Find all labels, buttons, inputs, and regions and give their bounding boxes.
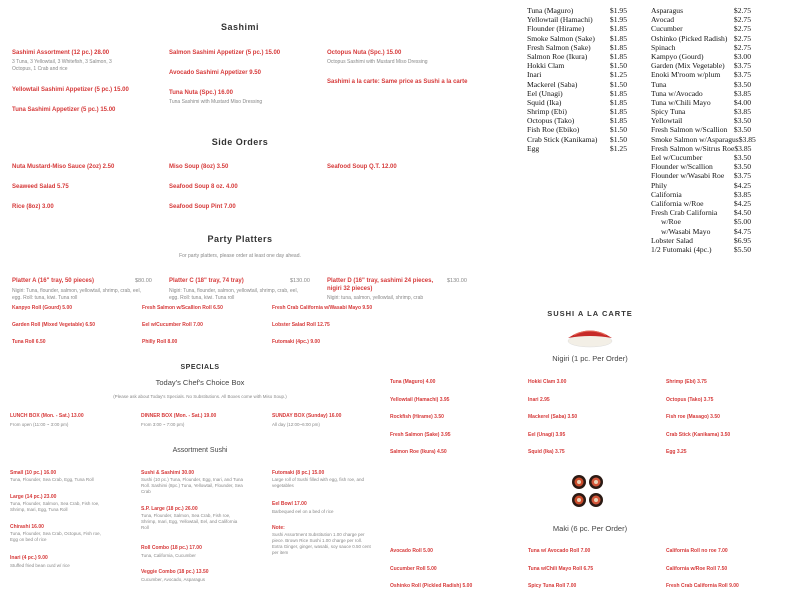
nigiri-item: Crab Stick (Kanikama) 3.50 <box>666 432 731 438</box>
price-row <box>651 199 751 208</box>
price-row <box>527 107 627 116</box>
price-item-name: Salmon Roe (Ikura) <box>527 51 588 61</box>
side-orders-title: Side Orders <box>211 137 269 147</box>
price-row <box>527 6 627 15</box>
price-row <box>651 181 751 190</box>
price-item-price: $3.50 <box>733 79 751 89</box>
price-item-name: Eel (Unagi) <box>527 88 563 98</box>
price-item-name: Fresh Salmon w/Sitrus Roe <box>651 143 735 153</box>
maki-image <box>570 473 606 511</box>
assort-roll-combo: Roll Combo (18 pc.) 17.00 <box>141 545 202 551</box>
side-item: Miso Soup (8oz) 3.50 <box>169 164 229 170</box>
side-item: Rice (8oz) 3.00 <box>12 204 54 210</box>
price-item-name: w/Roe <box>661 217 681 227</box>
assort-large: Large (14 pc.) 23.00 <box>10 494 57 500</box>
assort-eel-bowl: Eel Bowl 17.00 <box>272 501 307 507</box>
price-item-name: Oshinko (Picked Radish) <box>651 33 728 43</box>
price-row <box>651 43 751 52</box>
price-item-price: $5.50 <box>733 244 751 254</box>
assort-veggie: Veggie Combo (18 pc.) 13.50 <box>141 569 209 575</box>
price-row <box>651 61 751 70</box>
price-row <box>527 144 627 153</box>
party-roll: Kanpyo Roll (Gourd) 5.00 <box>12 305 73 311</box>
price-item-price: $1.95 <box>609 15 627 25</box>
maki-item: California w/Roe Roll 7.50 <box>666 566 728 572</box>
price-row <box>527 52 627 61</box>
maki-subtitle: Maki (6 pc. Per Order) <box>552 524 628 533</box>
maki-item: Oshinko Roll (Pickled Radish) 5.00 <box>390 583 473 589</box>
price-item-price: $2.75 <box>733 42 751 52</box>
price-item-name: Kampyo (Gourd) <box>651 51 704 61</box>
price-row <box>651 153 751 162</box>
price-row <box>651 236 751 245</box>
specials-subtitle: Today's Chef's Choice Box <box>155 378 245 387</box>
price-item-price: $1.25 <box>609 70 627 80</box>
party-roll: Fresh Salmon w/Scallion Roll 6.50 <box>142 305 223 311</box>
price-item-price: $1.85 <box>609 97 627 107</box>
sashimi-alacarte: Sashimi a la carte: Same price as Sushi a la carte <box>327 79 468 85</box>
assort-note-label: Note: <box>272 525 285 531</box>
price-row <box>527 24 627 33</box>
assort-small-desc: Tuna, Flounder, Sea Crab, Egg, Tuna Roll <box>10 477 94 482</box>
price-row <box>527 89 627 98</box>
price-item-price: $3.85 <box>738 134 756 144</box>
assort-combo-desc: Sushi (10 pc.) Tuna, Flounder, Egg, Inari, and Tuna Roll. Sashimi (8pc.) Tuna, Yellowtail, Flounder, Sea Crab <box>141 477 244 494</box>
side-item: Seafood Soup Pint 7.00 <box>169 204 236 210</box>
maki-item: Tuna w/ Avocado Roll 7.00 <box>528 548 591 554</box>
price-item-name: Tuna w/Chili Mayo <box>651 97 711 107</box>
assortment-title: Assortment Sushi <box>172 447 228 454</box>
price-item-price: $3.50 <box>733 162 751 172</box>
octopus-nuta: Octopus Nuta (Spc.) 15.00 <box>327 50 402 56</box>
assort-splarge-desc: Tuna, Flounder, Salmon, Sea Crab, Fish roe, Shrimp, Inari, Egg, Yellowtail, Eel, and California Roll <box>141 513 238 530</box>
price-row <box>651 116 751 125</box>
specials-title: SPECIALS <box>180 364 220 371</box>
assort-small: Small (10 pc.) 16.00 <box>10 470 57 476</box>
sunday-box-desc: All day (12:00~6:00 pm) <box>272 422 320 427</box>
price-row <box>651 89 751 98</box>
nigiri-item: Eel (Unagi) 3.95 <box>528 432 566 438</box>
price-row <box>527 125 627 134</box>
price-item-price: $3.75 <box>733 61 751 71</box>
price-item-price: $1.85 <box>609 24 627 34</box>
price-row <box>651 217 751 226</box>
price-item-name: Garden (Mix Vegetable) <box>651 61 725 71</box>
platter-d-desc: Nigiri: tuna, salmon, yellowtail, shrimp, crab <box>327 295 424 301</box>
price-item-name: Tuna (Maguro) <box>527 6 574 15</box>
sashimi-assortment: Sashimi Assortment (12 pc.) 28.00 <box>12 50 110 56</box>
assort-chirashi-desc: Tuna, Flounder, Sea Crab, Octopus, Fish roe, Egg on bed of rice <box>10 531 101 542</box>
nigiri-image <box>562 321 618 349</box>
price-item-name: Fresh Crab California <box>651 208 718 218</box>
price-item-price: $4.25 <box>733 180 751 190</box>
maki-item: Spicy Tuna Roll 7.00 <box>528 583 577 589</box>
side-item: Seafood Soup Q.T. 12.00 <box>327 164 397 170</box>
salmon-sashimi: Salmon Sashimi Appetizer (5 pc.) 15.00 <box>169 50 281 56</box>
price-row <box>651 24 751 33</box>
platter-d-price: $130.00 <box>447 278 467 284</box>
sashimi-assortment-desc: 3 Tuna, 3 Yellowtail, 3 Whitefish, 3 Salmon, 3 Octopus, 1 Crab and rice <box>12 59 112 72</box>
price-item-name: Tuna <box>651 79 667 89</box>
side-item: Seafood Soup 8 oz. 4.00 <box>169 184 238 190</box>
price-row <box>651 134 756 144</box>
price-item-name: Egg <box>527 143 540 153</box>
nigiri-item: Egg 3.25 <box>666 449 687 455</box>
assort-chirashi: Chirashi 16.00 <box>10 524 44 530</box>
nigiri-item: Fresh Salmon (Sake) 3.95 <box>390 432 451 438</box>
price-item-price: $2.75 <box>733 15 751 25</box>
assort-large-desc: Tuna, Flounder, Salmon, Sea Crab, Fish roe, Shrimp, Inari, Egg, Tuna Roll <box>10 501 100 512</box>
price-item-price: $1.85 <box>609 42 627 52</box>
platter-a-desc: Nigiri: Tuna, flounder, salmon, yellowtail, shrimp, crab, eel, egg. Roll: tuna, kiwi. Tuna roll <box>12 288 141 300</box>
sashimi-title: Sashimi <box>220 22 259 32</box>
price-item-price: $1.95 <box>609 6 627 15</box>
price-item-price: $3.75 <box>733 171 751 181</box>
price-item-name: Smoke Salmon w/Asparagus <box>651 134 739 144</box>
nigiri-item: Octopus (Tako) 3.75 <box>666 397 714 403</box>
price-item-price: $2.75 <box>733 6 751 15</box>
platter-d: Platter D (16" tray, sashimi 24 pieces, nigiri 32 pieces) <box>327 278 434 292</box>
platter-a: Platter A (16" tray, 50 pieces) <box>12 278 94 284</box>
price-item-price: $1.85 <box>609 116 627 126</box>
dinner-box: DINNER BOX (Mon. - Sat.) 19.00 <box>141 413 217 419</box>
platter-c-price: $130.00 <box>290 278 310 284</box>
platter-c-desc: Nigiri: Tuna, flounder, salmon, yellowtail, shrimp, crab, eel, egg. Roll: tuna, kiwi. Tuna roll <box>169 288 298 300</box>
price-item-price: $2.75 <box>733 33 751 43</box>
price-row <box>651 144 751 153</box>
price-item-name: California w/Roe <box>651 198 704 208</box>
price-item-name: Inari <box>527 70 542 80</box>
price-row <box>651 34 751 43</box>
assort-roll-combo-desc: Tuna, California, Cucumber <box>141 553 196 558</box>
price-item-name: Flounder (Hirame) <box>527 24 585 34</box>
price-item-price: $3.85 <box>733 189 751 199</box>
price-row <box>527 98 627 107</box>
price-item-price: $3.85 <box>733 88 751 98</box>
nigiri-item: Mackerel (Saba) 3.50 <box>528 414 578 420</box>
price-item-price: $4.75 <box>733 226 751 236</box>
price-row <box>527 70 627 79</box>
price-item-name: Flounder w/Wasabi Roe <box>651 171 725 181</box>
price-item-name: Asparagus <box>651 6 684 15</box>
price-row <box>651 6 751 15</box>
price-item-name: w/Wasabi Mayo <box>661 226 711 236</box>
price-item-name: California <box>651 189 682 199</box>
price-item-name: Shrimp (Ebi) <box>527 107 567 117</box>
nigiri-item: Shrimp (Ebi) 3.75 <box>666 379 707 385</box>
party-roll: Tuna Roll 6.50 <box>12 339 46 345</box>
price-item-name: Lobster Salad <box>651 235 693 245</box>
assort-futomaki-desc: Large roll of Sushi filled with egg, fish roe, and vegetables <box>272 477 365 488</box>
price-row <box>527 34 627 43</box>
lunch-box: LUNCH BOX (Mon. - Sat.) 13.00 <box>10 413 84 419</box>
assort-splarge: S.P. Large (18 pc.) 26.00 <box>141 506 198 512</box>
assort-inari-desc: Stuffed fried bean curd w/ rice <box>10 563 70 568</box>
price-item-price: $1.50 <box>609 125 627 135</box>
price-item-price: $3.50 <box>733 153 751 162</box>
party-roll: Fresh Crab California w/Wasabi Mayo 9.50 <box>272 305 373 311</box>
price-item-name: Fresh Salmon w/Scallion <box>651 125 728 135</box>
lunch-box-desc: From open (11:00 ~ 3:00 pm) <box>10 422 69 427</box>
price-row <box>527 43 627 52</box>
price-row <box>651 98 751 107</box>
price-item-price: $3.75 <box>733 70 751 80</box>
price-item-name: Fresh Salmon (Sake) <box>527 42 591 52</box>
price-row <box>651 70 751 79</box>
dinner-box-desc: From 3:00 ~ 7:00 pm) <box>141 422 185 427</box>
price-item-price: $1.50 <box>609 61 627 71</box>
party-roll: Garden Roll (Mixed Vegetable) 6.50 <box>12 322 96 328</box>
price-item-price: $2.75 <box>733 24 751 34</box>
party-roll: Philly Roll 8.00 <box>142 339 178 345</box>
party-roll: Eel w/Cucumber Roll 7.00 <box>142 322 203 328</box>
price-item-name: Fish Roe (Ebiko) <box>527 125 580 135</box>
maki-item: Tuna w/Chili Mayo Roll 6.75 <box>528 566 594 572</box>
price-item-name: Cucumber <box>651 24 683 34</box>
price-row <box>651 227 751 236</box>
price-item-name: Flounder w/Scallion <box>651 162 713 172</box>
price-list-1 <box>527 6 627 153</box>
tuna-sashimi: Tuna Sashimi Appetizer (5 pc.) 15.00 <box>12 107 116 113</box>
specials-note: (Please ask about Today's Specials. No Substitutions. All Boxes come with Miso Soup.) <box>113 394 287 399</box>
assort-veggie-desc: Cucumber, Avocado, Asparagus <box>141 577 205 582</box>
party-roll: Futomaki (4pc.) 9.00 <box>272 339 321 345</box>
price-row <box>651 245 751 254</box>
price-row <box>651 80 751 89</box>
nigiri-item: Rockfish (Hirame) 3.50 <box>390 414 444 420</box>
price-row <box>527 116 627 125</box>
price-item-name: Yellowtail <box>651 116 683 126</box>
price-item-price: $1.85 <box>609 88 627 98</box>
price-item-price: $6.95 <box>733 235 751 245</box>
price-item-price: $1.50 <box>609 79 627 89</box>
price-row <box>651 52 751 61</box>
price-item-name: Octopus (Tako) <box>527 116 575 126</box>
price-item-price: $1.85 <box>609 107 627 117</box>
platter-c: Platter C (18" tray, 74 tray) <box>169 278 244 284</box>
price-item-name: Spicy Tuna <box>651 107 686 117</box>
price-row <box>651 107 751 116</box>
price-item-price: $3.50 <box>733 125 751 135</box>
price-item-name: Tuna w/Avocado <box>651 88 703 98</box>
price-item-name: Mackerel (Saba) <box>527 79 578 89</box>
assort-futomaki: Futomaki (8 pc.) 15.00 <box>272 470 325 476</box>
price-list-2 <box>651 6 756 254</box>
price-item-name: Squid (Ika) <box>527 97 562 107</box>
price-row <box>527 15 627 24</box>
price-item-name: Avocad <box>651 15 675 25</box>
price-item-name: Hokki Clam <box>527 61 565 71</box>
price-row <box>651 15 751 24</box>
price-item-price: $1.85 <box>609 51 627 61</box>
party-platters-title: Party Platters <box>207 234 273 244</box>
maki-item: California Roll no roe 7.00 <box>666 548 728 554</box>
nigiri-item: Fish roe (Masago) 3.50 <box>666 414 720 420</box>
price-item-price: $4.25 <box>733 198 751 208</box>
price-item-price: $1.50 <box>609 134 627 144</box>
price-item-price: $5.00 <box>733 217 751 227</box>
price-item-price: $3.00 <box>733 51 751 61</box>
assort-inari: Inari (4 pc.) 9.00 <box>10 555 48 561</box>
price-row <box>651 190 751 199</box>
sunday-box: SUNDAY BOX (Sunday) 16.00 <box>272 413 342 419</box>
price-item-name: Enoki M'room w/plum <box>651 70 721 80</box>
party-note: For party platters, please order at least one day ahead. <box>179 253 301 259</box>
tuna-nuta: Tuna Nuta (Spc.) 16.00 <box>169 90 233 96</box>
assort-combo: Sushi & Sashimi 30.00 <box>141 470 195 476</box>
nigiri-item: Hokki Clam 3.00 <box>528 379 567 385</box>
nigiri-item: Squid (Ika) 3.75 <box>528 449 565 455</box>
price-row <box>527 61 627 70</box>
price-item-price: $3.85 <box>734 143 752 153</box>
nigiri-item: Tuna (Maguro) 4.00 <box>390 379 436 385</box>
nigiri-item: Salmon Roe (Ikura) 4.50 <box>390 449 447 455</box>
side-item: Nuta Mustard-Miso Sauce (2oz) 2.50 <box>12 164 115 170</box>
price-item-price: $1.25 <box>609 143 627 153</box>
price-item-name: Smoke Salmon (Sake) <box>527 33 595 43</box>
price-row <box>651 125 751 134</box>
price-item-name: Eel w/Cucumber <box>651 153 703 162</box>
alacarte-title: SUSHI A LA CARTE <box>547 309 633 318</box>
octopus-nuta-desc: Octopus Sashimi with Mustard Miso Dressing <box>327 59 428 65</box>
price-item-price: $3.85 <box>733 107 751 117</box>
price-item-name: Yellowtail (Hamachi) <box>527 15 593 25</box>
yellowtail-sashimi: Yellowtail Sashimi Appetizer (5 pc.) 15.00 <box>12 87 129 93</box>
price-row <box>527 80 627 89</box>
price-row <box>651 171 751 180</box>
nigiri-item: Yellowtail (Hamachi) 3.95 <box>390 397 450 403</box>
assort-eel-bowl-desc: Barbequed eel on a bed of rice <box>272 509 334 514</box>
price-item-name: Phily <box>651 180 668 190</box>
maki-item: Fresh Crab California Roll 9.00 <box>666 583 739 589</box>
price-item-name: Crab Stick (Kanikama) <box>527 134 598 144</box>
side-item: Seaweed Salad 5.75 <box>12 184 69 190</box>
price-item-name: 1/2 Futomaki (4pc.) <box>651 244 712 254</box>
maki-item: Avocado Roll 5.00 <box>390 548 433 554</box>
nigiri-subtitle: Nigiri (1 pc. Per Order) <box>552 354 628 363</box>
price-item-price: $4.00 <box>733 97 751 107</box>
platter-a-price: $80.00 <box>135 278 152 284</box>
maki-item: Cucumber Roll 5.00 <box>390 566 437 572</box>
price-item-price: $1.85 <box>609 33 627 43</box>
price-row <box>651 162 751 171</box>
tuna-nuta-desc: Tuna Sashimi with Mustard Miso Dressing <box>169 99 263 105</box>
party-roll: Lobster Salad Roll 12.75 <box>272 322 330 328</box>
assort-note: Sushi Assortment Substitution 1.00 charge per piece. Brown Rice Sushi 1.00 charge per roll. Extra Ginger, ginger, wasabi, soy sauce 0.50 cent per item <box>272 532 371 555</box>
price-item-name: Spinach <box>651 42 676 52</box>
price-row <box>527 135 627 144</box>
avocado-sashimi: Avocado Sashimi Appetizer 9.50 <box>169 70 261 76</box>
price-row <box>651 208 751 217</box>
price-item-price: $3.50 <box>733 116 751 126</box>
price-item-price: $4.50 <box>733 208 751 218</box>
nigiri-item: Inari 2.95 <box>528 397 550 403</box>
